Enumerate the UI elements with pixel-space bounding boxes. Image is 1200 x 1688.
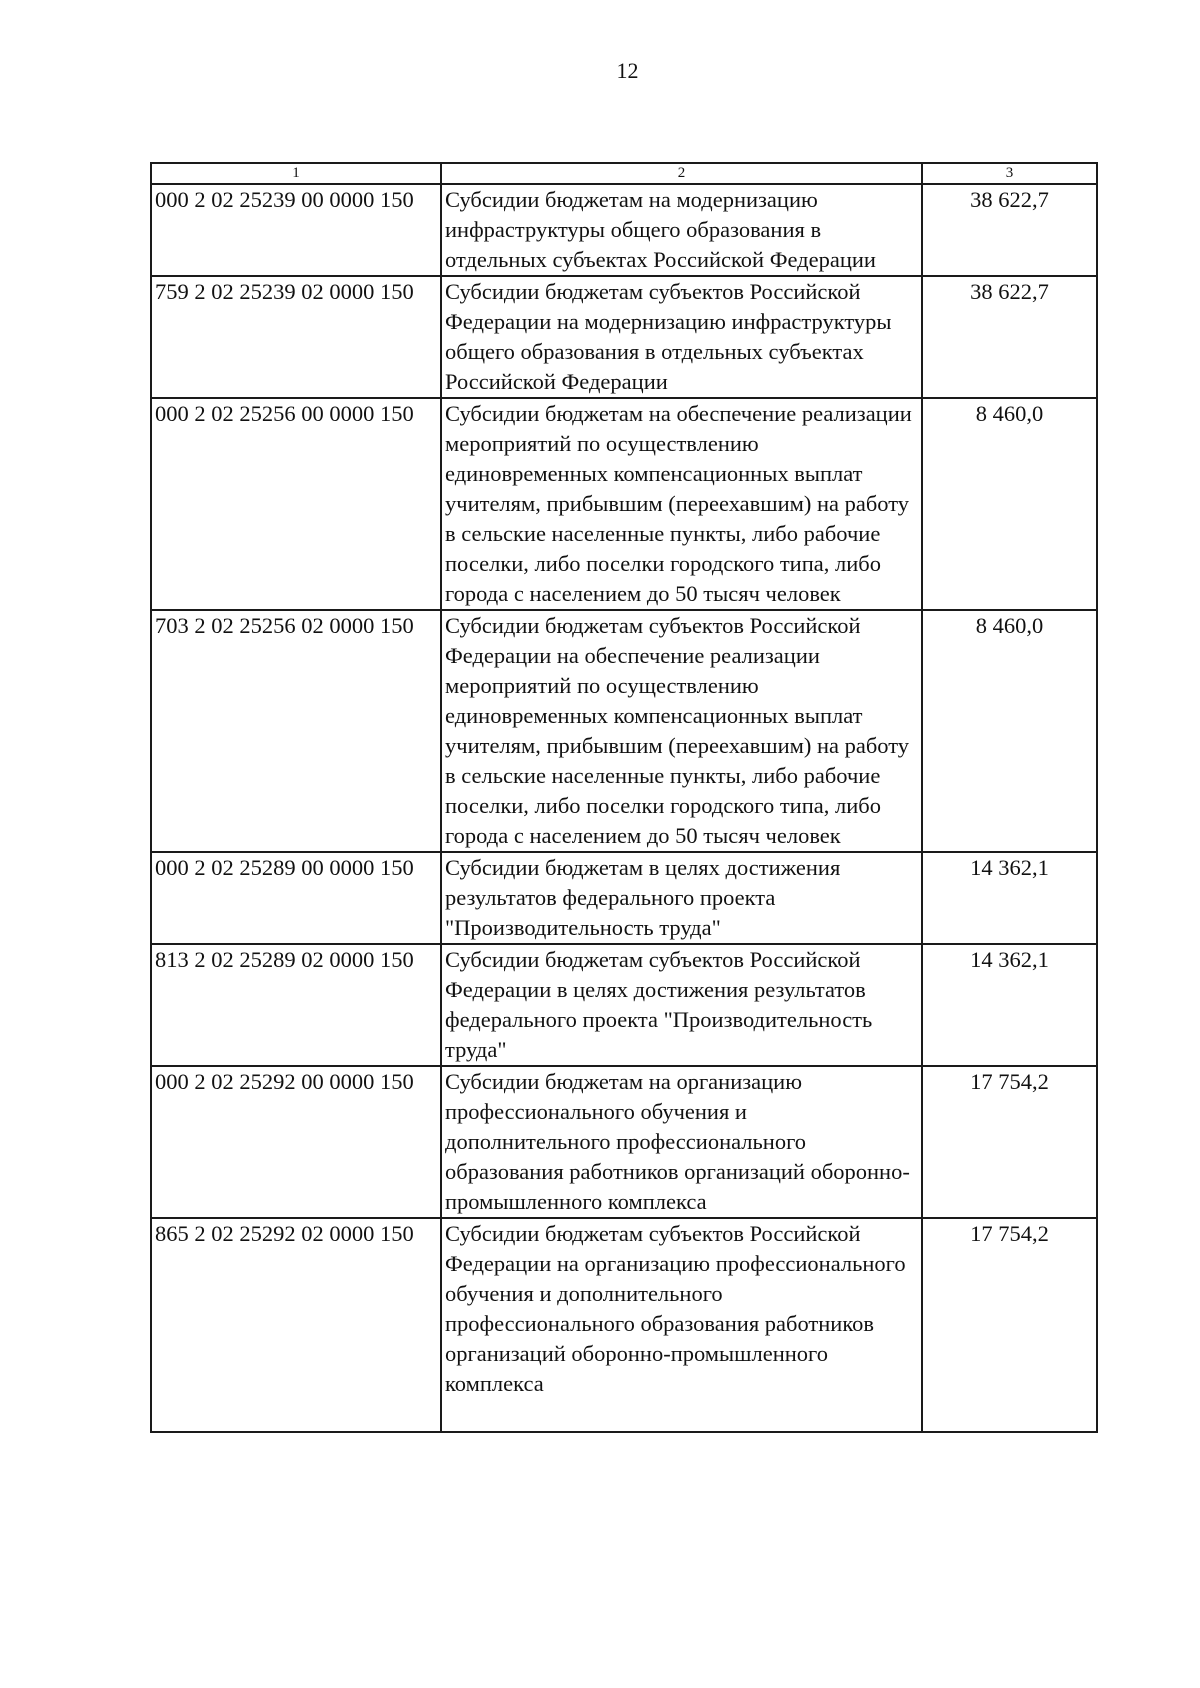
amount: 14 362,1 (922, 852, 1097, 944)
budget-code: 865 2 02 25292 02 0000 150 (151, 1218, 441, 1432)
revenue-name: Субсидии бюджетам субъектов Российской Федерации на обеспечение реализации мероприятий по осуществлению единовременных компенсационных выплат учителям, прибывшим (переехавшим) на работу в сельские населенные пункты, либо рабочие поселки, либо поселки городского типа, либо города с населением до 50 тысяч человек (441, 610, 922, 852)
revenue-name: Субсидии бюджетам субъектов Российской Федерации на модернизацию инфраструктуры общего образования в отдельных субъектах Российской Федерации (441, 276, 922, 398)
table-row (151, 398, 1097, 610)
column-header-name: 2 (441, 163, 922, 184)
budget-code: 703 2 02 25256 02 0000 150 (151, 610, 441, 852)
table-row (151, 1218, 1097, 1432)
table-row (151, 852, 1097, 944)
amount: 17 754,2 (922, 1066, 1097, 1218)
budget-code: 000 2 02 25289 00 0000 150 (151, 852, 441, 944)
budget-code: 759 2 02 25239 02 0000 150 (151, 276, 441, 398)
table-row (151, 944, 1097, 1066)
column-header-code: 1 (151, 163, 441, 184)
amount: 38 622,7 (922, 276, 1097, 398)
budget-code: 000 2 02 25239 00 0000 150 (151, 184, 441, 276)
amount: 17 754,2 (922, 1218, 1097, 1432)
table-row (151, 276, 1097, 398)
budget-code: 000 2 02 25256 00 0000 150 (151, 398, 441, 610)
amount: 38 622,7 (922, 184, 1097, 276)
table-row (151, 1066, 1097, 1218)
amount: 14 362,1 (922, 944, 1097, 1066)
revenue-name: Субсидии бюджетам субъектов Российской Федерации на организацию профессионального обучения и дополнительного профессионального образования работников организаций оборонно-промышленного комплекса (441, 1218, 922, 1432)
amount: 8 460,0 (922, 610, 1097, 852)
budget-code: 813 2 02 25289 02 0000 150 (151, 944, 441, 1066)
revenue-name: Субсидии бюджетам в целях достижения результатов федерального проекта "Производительность труда" (441, 852, 922, 944)
budget-code: 000 2 02 25292 00 0000 150 (151, 1066, 441, 1218)
table-row (151, 184, 1097, 276)
amount: 8 460,0 (922, 398, 1097, 610)
revenue-name: Субсидии бюджетам на модернизацию инфраструктуры общего образования в отдельных субъектах Российской Федерации (441, 184, 922, 276)
page-number: 12 (616, 58, 639, 83)
table-header-row (151, 163, 1097, 184)
revenue-name: Субсидии бюджетам на обеспечение реализации мероприятий по осуществлению единовременных компенсационных выплат учителям, прибывшим (переехавшим) на работу в сельские населенные пункты, либо рабочие поселки, либо поселки городского типа, либо города с населением до 50 тысяч человек (441, 398, 922, 610)
revenue-name: Субсидии бюджетам субъектов Российской Федерации в целях достижения результатов федерального проекта "Производительность труда" (441, 944, 922, 1066)
budget-table (150, 162, 1098, 1433)
column-header-amount: 3 (922, 163, 1097, 184)
table-row (151, 610, 1097, 852)
revenue-name: Субсидии бюджетам на организацию профессионального обучения и дополнительного профессионального образования работников организаций оборонно-промышленного комплекса (441, 1066, 922, 1218)
